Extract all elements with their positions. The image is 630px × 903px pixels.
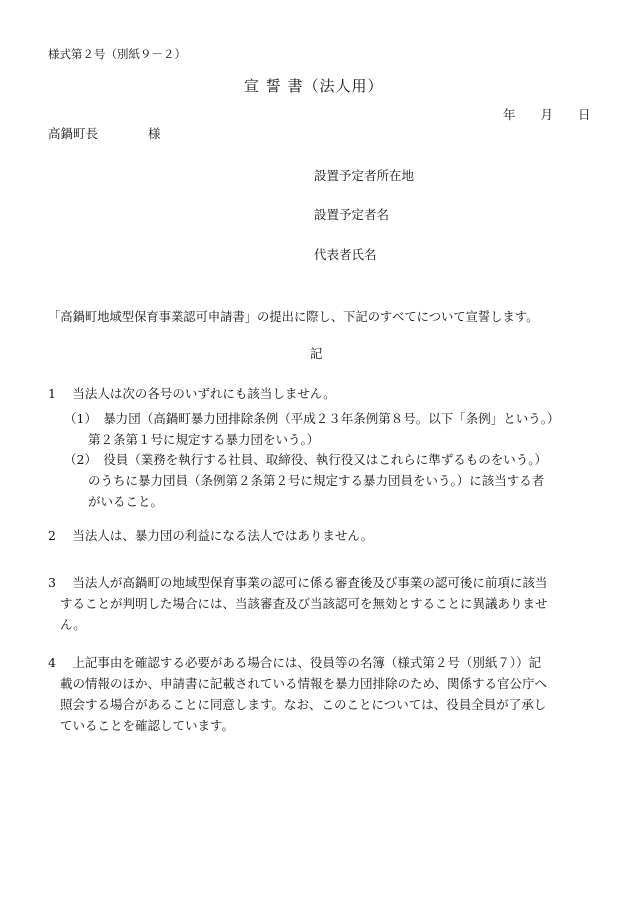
item-4-line: 4 上記事由を確認する必要がある場合には、役員等の名簿（様式第２号（別紙７））記: [48, 655, 542, 670]
declaration-item-1: [48, 388, 336, 401]
declaration-item-3: [48, 572, 548, 635]
subitem-2-line: （2） 役員（業務を執行する社員、取締役、執行役又はこれらに準ずるものをいう。）: [64, 452, 547, 467]
item-3-line: 3 当法人が高鍋町の地域型保育事業の認可に係る審査後及び事業の認可後に前項に該当: [48, 575, 548, 590]
item-3-line: することが判明した場合には、当該審査及び当該認可を無効とすることに異議ありませ: [60, 596, 548, 611]
applicant-name-label: 設置予定者名: [314, 207, 390, 222]
item-3-line: ん。: [60, 617, 86, 632]
item-4-line: 載の情報のほか、申請書に記載されている情報を暴力団排除のため、関係する官公庁へ: [60, 676, 548, 691]
date-line: 年 月 日: [503, 107, 591, 122]
addressee: 高鍋町長 様: [48, 126, 161, 141]
document-title: 宣 誓 書（法人用）: [244, 77, 384, 95]
subitem-2-line: のうちに暴力団員（条例第２条第２号に規定する暴力団員をいう。）に該当する者: [88, 473, 545, 488]
item-1-line: 1 当法人は次の各号のいずれにも該当しません。: [48, 386, 336, 401]
subitem-2-line: がいること。: [88, 494, 164, 509]
item-2-line: 2 当法人は、暴力団の利益になる法人ではありません。: [48, 528, 374, 543]
item-4-line: 照会する場合があることに同意します。なお、このことについては、役員全員が了承し: [60, 697, 547, 712]
declaration-item-2: [48, 530, 373, 543]
applicant-location-label: 設置予定者所在地: [314, 168, 415, 183]
item-4-line: ていることを確認しています。: [60, 718, 235, 733]
subitem-1-line: （1） 暴力団（高鍋町暴力団排除条例（平成２３年条例第８号。以下「条例」という。）: [64, 411, 560, 426]
form-number: 様式第２号（別紙９－２）: [48, 47, 186, 61]
declaration-subitem-2: [64, 449, 547, 512]
ki-heading: 記: [310, 346, 323, 361]
subitem-1-line: 第２条第１号に規定する暴力団をいう。）: [88, 432, 320, 447]
intro-paragraph: 「高鍋町地域型保育事業認可申請書」の提出に際し、下記のすべてについて宣誓します。: [48, 310, 539, 324]
declaration-subitem-1: [64, 408, 559, 450]
representative-name-label: 代表者氏名: [314, 247, 377, 262]
declaration-item-4: [48, 652, 547, 736]
